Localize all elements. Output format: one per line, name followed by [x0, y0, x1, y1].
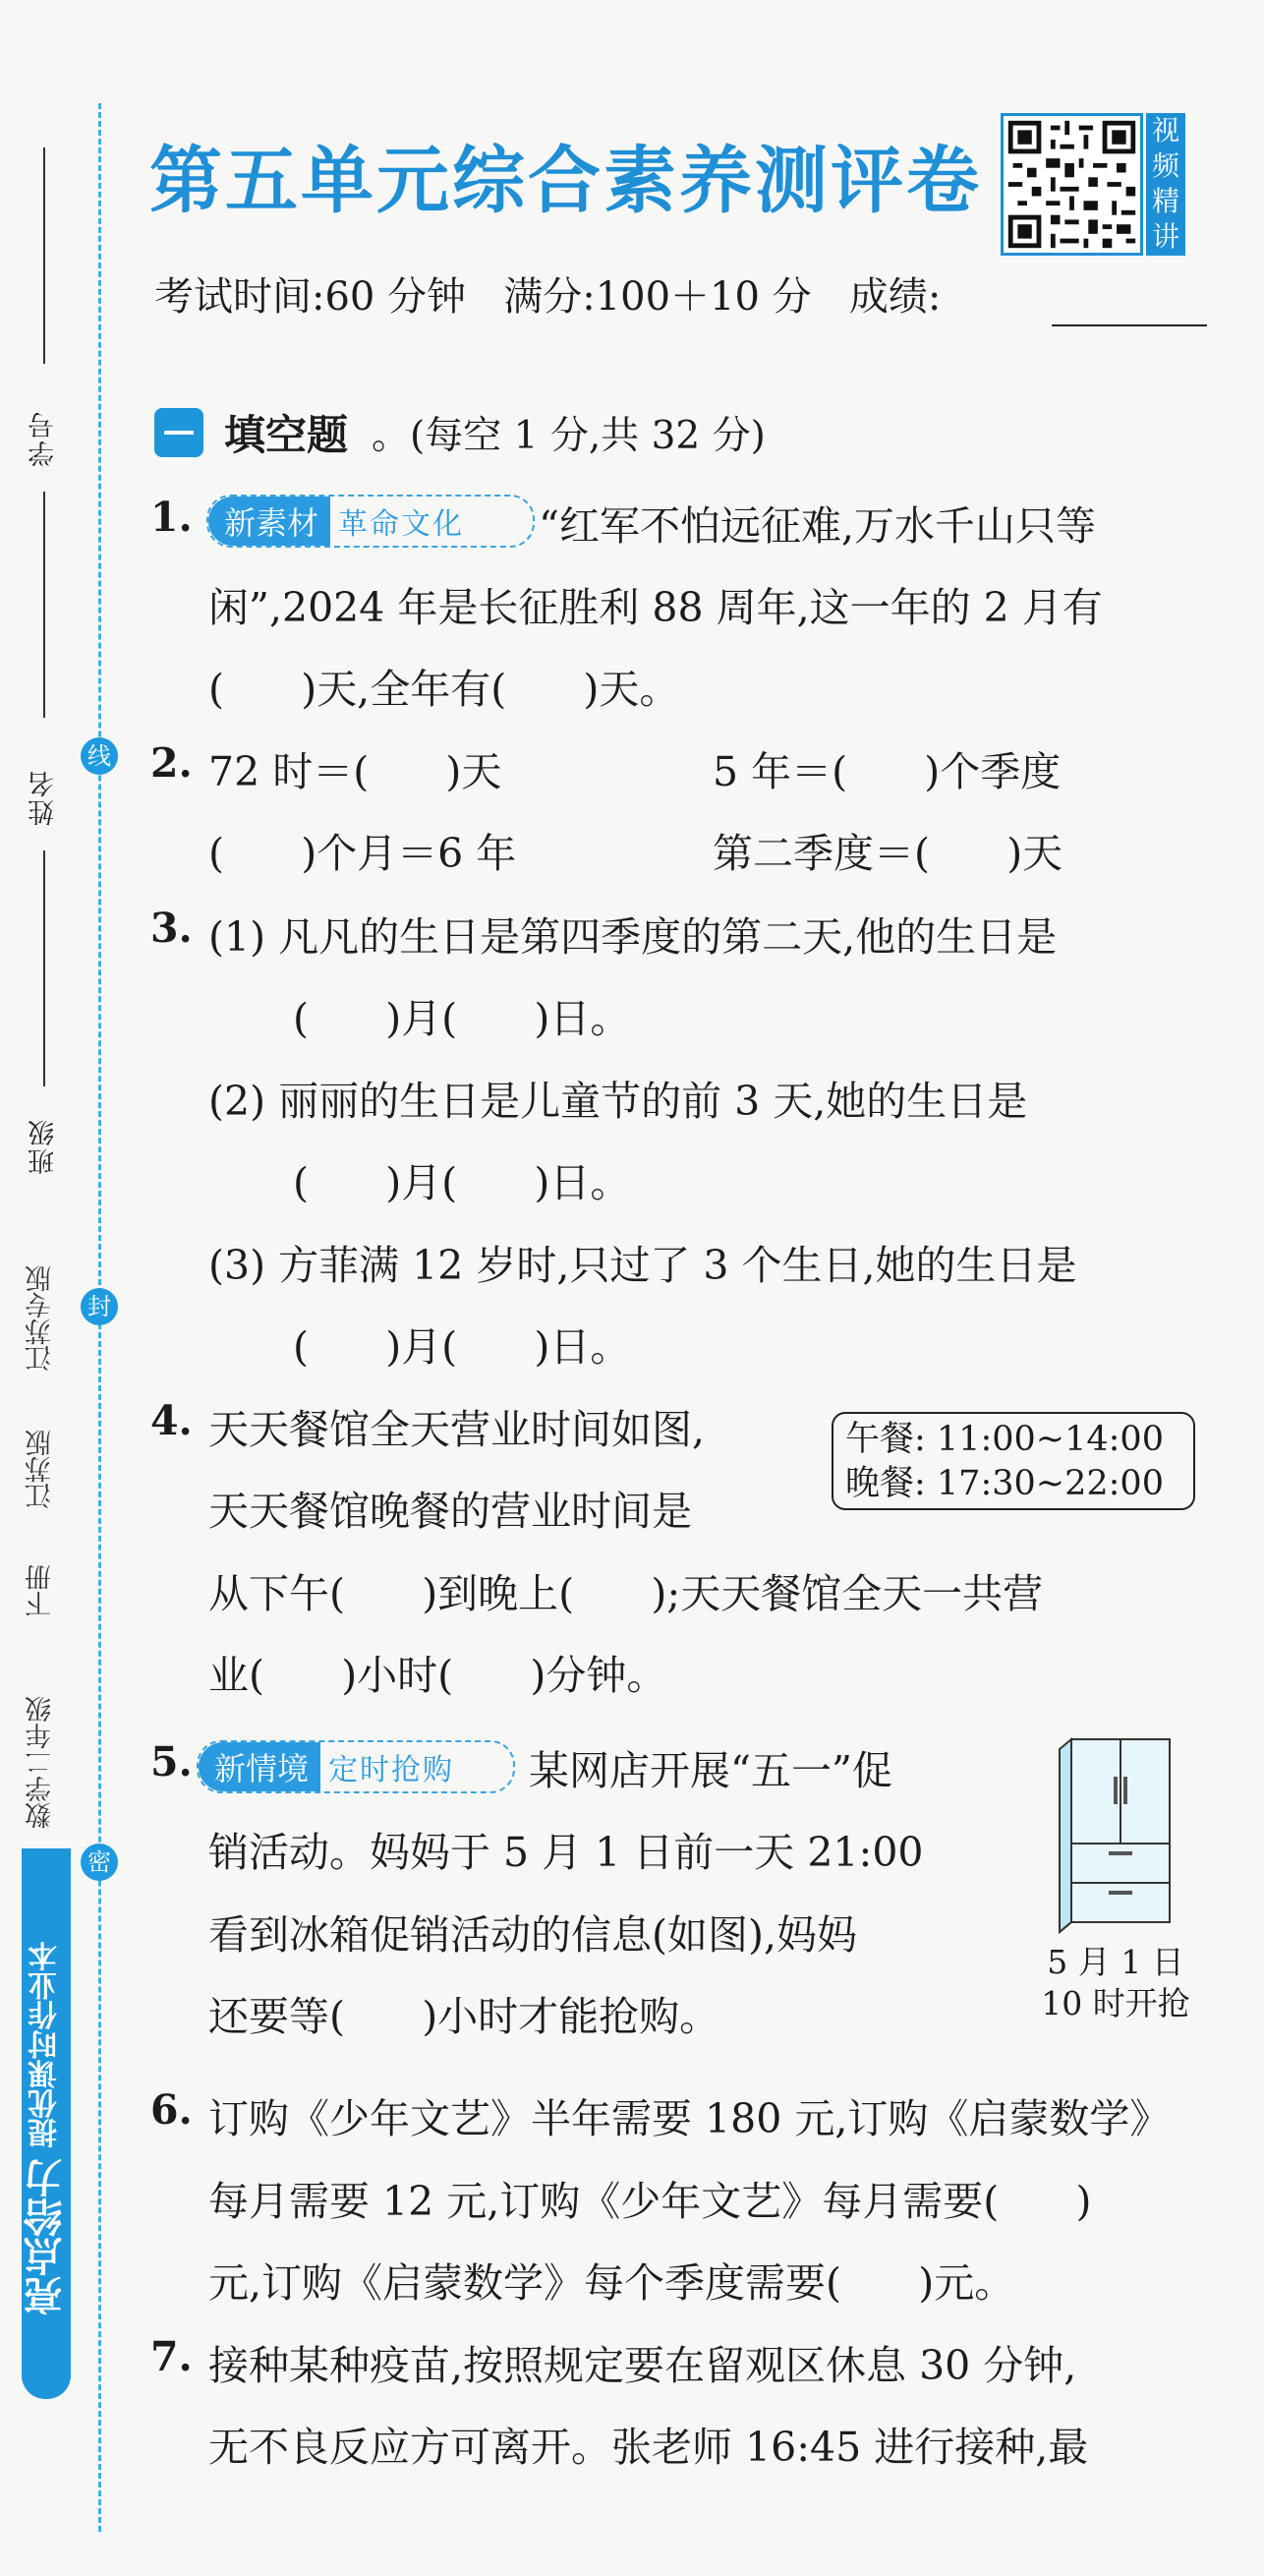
question-number: 1. — [150, 494, 193, 541]
qr-code-icon — [1004, 116, 1140, 253]
business-hours-box — [832, 1412, 1195, 1510]
lunch-hours: 午餐: 11:00~14:00 — [845, 1420, 1164, 1459]
question-text: 天天餐馆全天营业时间如图, — [208, 1406, 706, 1453]
edition-label: 江苏专版 — [26, 1265, 56, 1372]
brand-subtitle: 提优课时作业本 — [29, 1941, 63, 2148]
cut-mark-secret: 密 — [81, 1844, 118, 1881]
question-text: (2) 丽丽的生日是儿童节的前 3 天,她的生日是 — [208, 1078, 1028, 1125]
question-text: (3) 方菲满 12 岁时,只过了 3 个生日,她的生日是 — [208, 1242, 1077, 1289]
question-text: 闲”,2024 年是长征胜利 88 周年,这一年的 2 月有 — [208, 584, 1103, 631]
edition-label-2: 江苏版 — [26, 1430, 56, 1509]
question-number: 2. — [150, 739, 193, 787]
question-text: ( )月( )日。 — [293, 1159, 631, 1206]
question-text: 72 时＝( )天 — [208, 748, 502, 795]
grade-label: 数学二年级 — [26, 1696, 56, 1829]
question-text: 订购《少年文艺》半年需要 180 元,订购《启蒙数学》 — [208, 2095, 1171, 2142]
question-text: 元,订购《启蒙数学》每个季度需要( )元。 — [208, 2259, 1015, 2307]
tag-sub: 定时抢购 — [328, 1753, 455, 1787]
sale-start-caption — [1022, 1942, 1209, 2024]
question-text: “红军不怕远征难,万水千山只等 — [539, 502, 1096, 550]
volume-label: 下册 — [26, 1564, 56, 1617]
question-text: 第二季度＝( )天 — [713, 830, 1063, 877]
class-label: 班级 — [29, 1118, 59, 1175]
brand-logo — [22, 1863, 71, 2394]
qr-code[interactable] — [1001, 113, 1143, 256]
sale-time: 10 时开抢 — [1041, 1984, 1190, 2022]
question-text: ( )个月＝6 年 — [208, 830, 517, 877]
section-scoring-note: 。(每空 1 分,共 32 分) — [372, 414, 766, 458]
student-name-label: 姓名 — [29, 769, 59, 826]
question-text: 5 年＝( )个季度 — [713, 748, 1062, 795]
qr-video-label: 视频精讲 — [1146, 113, 1185, 256]
question-text: (1) 凡凡的生日是第四季度的第二天,他的生日是 — [208, 913, 1058, 961]
question-text: 接种某种疫苗,按照规定要在留观区休息 30 分钟, — [208, 2342, 1077, 2389]
tag-sub: 革命文化 — [338, 507, 465, 542]
question-text: 从下午( )到晚上( );天天餐馆全天一共营 — [208, 1570, 1044, 1617]
question-text: 看到冰箱促销活动的信息(如图),妈妈 — [208, 1911, 858, 1959]
material-tag — [206, 495, 535, 548]
score-blank[interactable] — [1052, 324, 1207, 326]
name-rule — [43, 492, 45, 718]
class-rule — [43, 850, 45, 1086]
question-text: 业( )小时( )分钟。 — [208, 1652, 667, 1699]
question-text: 每月需要 12 元,订购《少年文艺》每月需要( ) — [208, 2178, 1092, 2225]
context-tag — [197, 1740, 515, 1793]
refrigerator-image — [1052, 1735, 1179, 1937]
student-id-label: 学号 — [29, 410, 59, 467]
question-number: 4. — [150, 1397, 193, 1444]
tag-main: 新素材 — [208, 497, 330, 546]
question-number: 3. — [150, 905, 193, 952]
section-title: 填空题 — [224, 411, 349, 459]
section-number-badge — [154, 408, 203, 457]
cut-mark-line: 线 — [81, 737, 118, 775]
question-text: ( )天,全年有( )天。 — [208, 666, 680, 713]
question-number: 7. — [150, 2333, 193, 2380]
cut-mark-seal: 封 — [81, 1288, 118, 1325]
sale-date: 5 月 1 日 — [1047, 1943, 1184, 1981]
question-text: 销活动。妈妈于 5 月 1 日前一天 21:00 — [208, 1829, 924, 1876]
dinner-hours: 晚餐: 17:30~22:00 — [845, 1464, 1164, 1503]
exam-info: 考试时间:60 分钟 满分:100＋10 分 成绩: — [154, 274, 942, 320]
question-number: 5. — [150, 1738, 193, 1786]
question-text: ( )月( )日。 — [293, 995, 631, 1042]
question-number: 6. — [150, 2086, 193, 2134]
id-rule — [43, 147, 45, 364]
page-title: 第五单元综合素养测评卷 — [149, 139, 982, 223]
question-text: ( )月( )日。 — [293, 1323, 631, 1371]
brand-name: 亮点给力 — [24, 2158, 69, 2316]
tag-main: 新情境 — [199, 1742, 320, 1791]
question-text: 某网店开展“五一”促 — [529, 1747, 892, 1794]
question-text: 无不良反应方可离开。张老师 16:45 进行接种,最 — [208, 2424, 1089, 2471]
question-text: 天天餐馆晚餐的营业时间是 — [208, 1488, 692, 1535]
question-text: 还要等( )小时才能抢购。 — [208, 1993, 720, 2040]
